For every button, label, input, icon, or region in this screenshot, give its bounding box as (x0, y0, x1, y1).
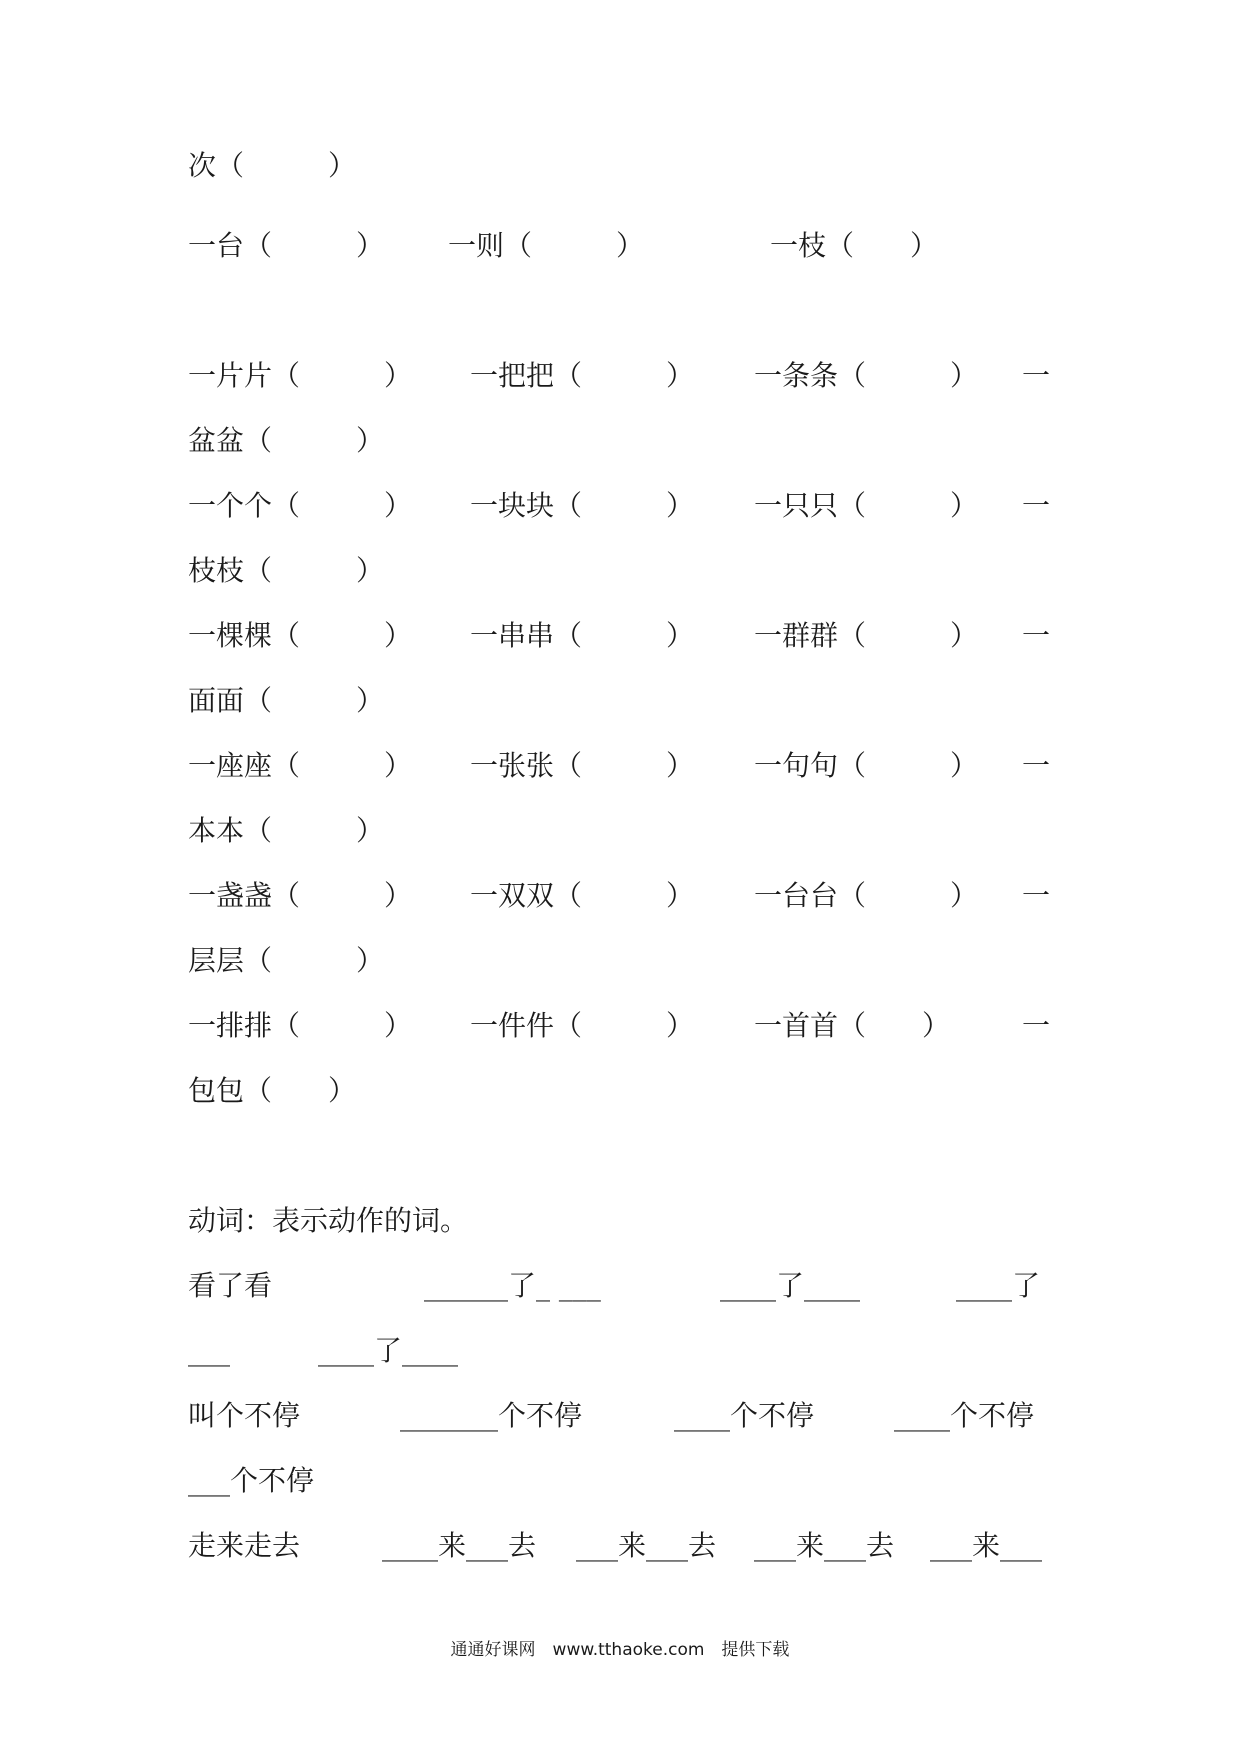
line-7b: 一串串（ ） (470, 619, 695, 652)
line-12: 层层（ ） (188, 944, 385, 977)
line-11d: 一 (1022, 879, 1051, 912)
line-18c: ____个不停 (674, 1399, 815, 1432)
line-16c: ____了____ (720, 1269, 861, 1302)
line-11a: 一盏盏（ ） (188, 879, 413, 912)
line-16b: ______了_ ___ (424, 1269, 601, 1302)
line-20c: ___来___去 (576, 1529, 717, 1562)
line-17b: ____了____ (318, 1334, 459, 1367)
line-13d: 一 (1022, 1009, 1051, 1042)
line-20e: ___来___ (930, 1529, 1043, 1562)
line-19: ___个不停 (188, 1464, 315, 1497)
line-5b: 一块块（ ） (470, 489, 695, 522)
line-3c: 一条条（ ） (754, 359, 979, 392)
line-20a: 走来走去 (188, 1529, 301, 1562)
line-9a: 一座座（ ） (188, 749, 413, 782)
line-9b: 一张张（ ） (470, 749, 695, 782)
line-7c: 一群群（ ） (754, 619, 979, 652)
page-footer: 通通好课网 www.tthaoke.com 提供下载 (450, 1640, 790, 1660)
line-1: 次（ ） (188, 149, 357, 182)
line-13c: 一首首（ ） (754, 1009, 951, 1042)
line-11c: 一台台（ ） (754, 879, 979, 912)
line-13b: 一件件（ ） (470, 1009, 695, 1042)
section-heading-verbs: 动词：表示动作的词。 (188, 1204, 469, 1237)
line-8: 面面（ ） (188, 684, 385, 717)
line-17a: ___ (188, 1334, 230, 1367)
line-5d: 一 (1022, 489, 1051, 522)
line-2a: 一台（ ） (188, 229, 385, 262)
line-18b: _______个不停 (400, 1399, 583, 1432)
line-18a: 叫个不停 (188, 1399, 301, 1432)
line-7d: 一 (1022, 619, 1051, 652)
line-3a: 一片片（ ） (188, 359, 413, 392)
line-14: 包包（ ） (188, 1074, 357, 1107)
line-4: 盆盆（ ） (188, 424, 385, 457)
line-18d: ____个不停 (894, 1399, 1035, 1432)
line-5c: 一只只（ ） (754, 489, 979, 522)
line-5a: 一个个（ ） (188, 489, 413, 522)
line-13a: 一排排（ ） (188, 1009, 413, 1042)
line-16d: ____了 (956, 1269, 1041, 1302)
line-10: 本本（ ） (188, 814, 385, 847)
line-9c: 一句句（ ） (754, 749, 979, 782)
line-2b: 一则（ ） (448, 229, 645, 262)
line-9d: 一 (1022, 749, 1051, 782)
line-7a: 一棵棵（ ） (188, 619, 413, 652)
line-20d: ___来___去 (754, 1529, 895, 1562)
line-6: 枝枝（ ） (188, 554, 385, 587)
line-16a: 看了看 (188, 1269, 273, 1302)
line-2c: 一枝（ ） (770, 229, 939, 262)
line-11b: 一双双（ ） (470, 879, 695, 912)
line-3b: 一把把（ ） (470, 359, 695, 392)
line-3d: 一 (1022, 359, 1051, 392)
line-20b: ____来___去 (382, 1529, 537, 1562)
